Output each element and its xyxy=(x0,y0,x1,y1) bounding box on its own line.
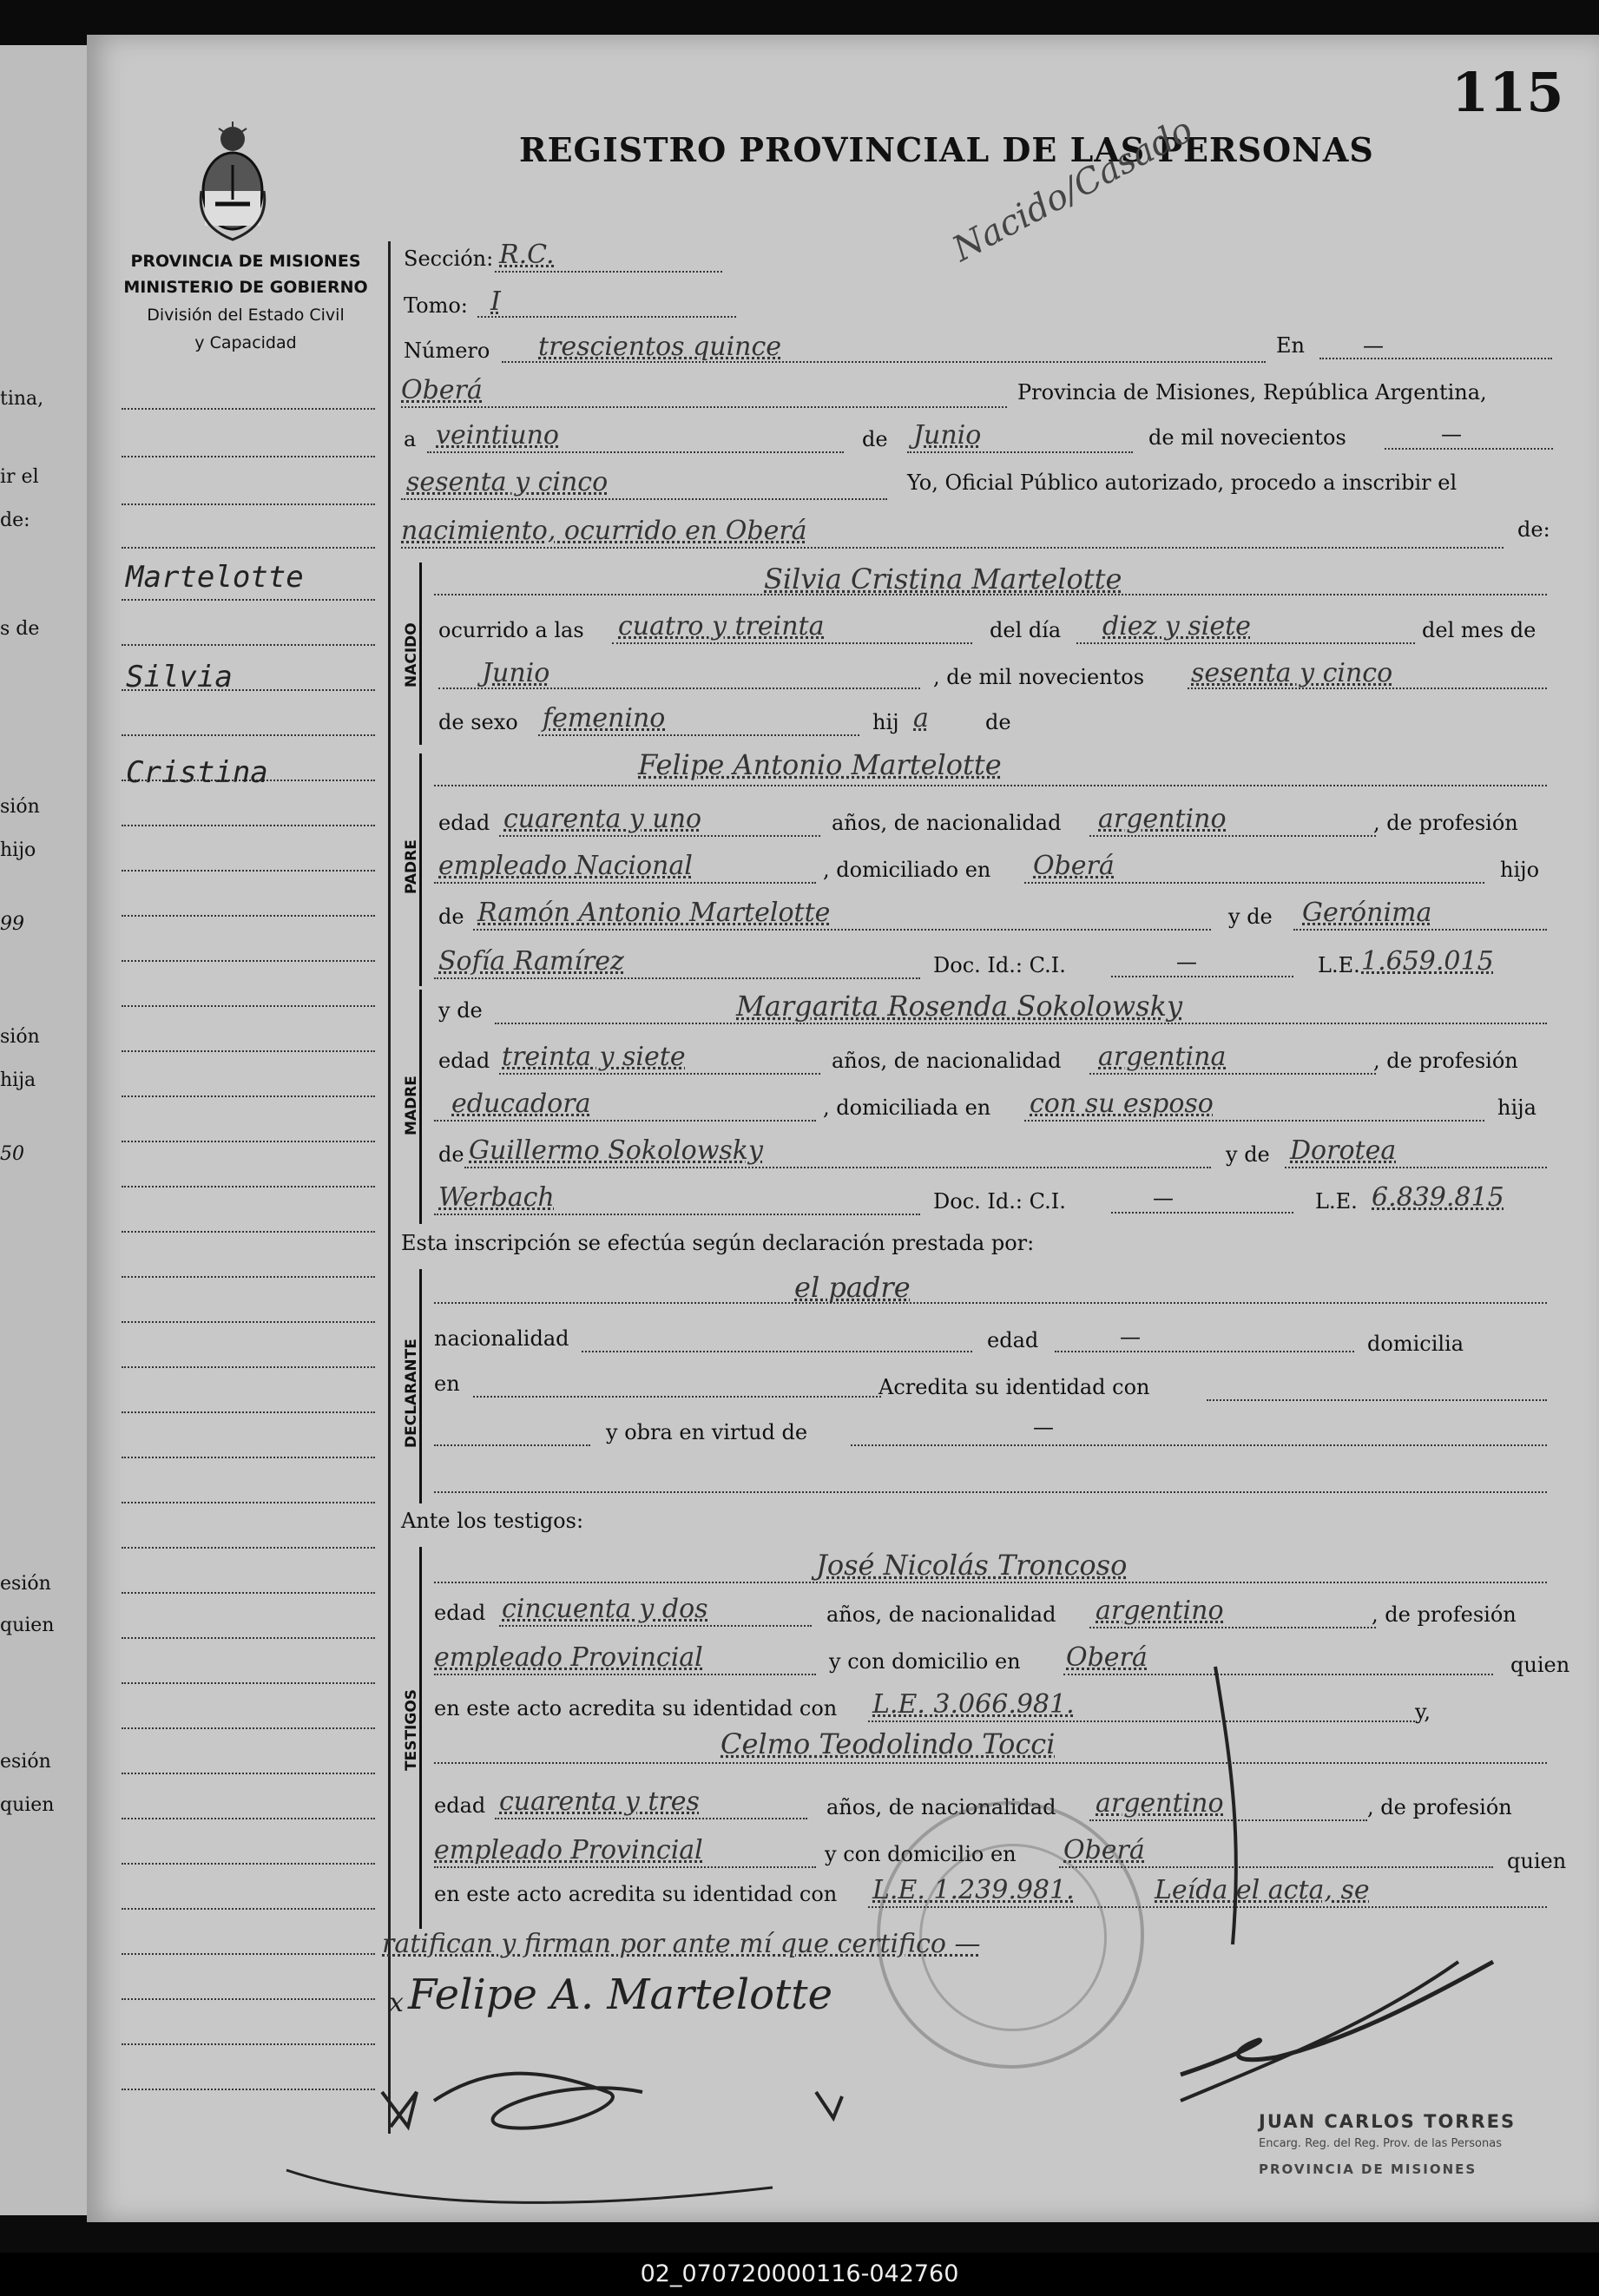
margin-surname: Martelotte xyxy=(126,560,304,595)
left-page-text: esión xyxy=(0,1573,51,1595)
dotted-line xyxy=(1293,929,1547,931)
margin-ruled-line xyxy=(122,644,375,646)
padre-madre-apellido: Sofía Ramírez xyxy=(438,946,624,977)
padre-profesion: empleado Nacional xyxy=(438,851,693,881)
padre-madre: Gerónima xyxy=(1302,898,1432,928)
nacido-box xyxy=(419,562,427,745)
dotted-line xyxy=(502,361,1266,363)
cierre-2: ratifican y firman por ante mí que certifico — xyxy=(382,1929,981,1959)
margin-ruled-line xyxy=(122,1231,375,1233)
margin-ruled-line xyxy=(122,1547,375,1549)
margin-ruled-line xyxy=(122,1005,375,1007)
anios-nacionalidad-label: años, de nacionalidad xyxy=(832,811,1062,835)
ocurrido-label: ocurrido a las xyxy=(438,618,584,642)
margin-ruled-line xyxy=(122,1637,375,1639)
declarante-nombre: el padre xyxy=(794,1271,911,1304)
margin-ruled-line xyxy=(122,1908,375,1910)
nacionalidad-label: nacionalidad xyxy=(434,1326,569,1351)
dotted-line xyxy=(438,687,920,689)
madre-edad: treinta y siete xyxy=(502,1042,686,1072)
madre-nombre: Margarita Rosenda Sokolowsky xyxy=(736,990,1183,1023)
quien-label: quien xyxy=(1507,1849,1567,1873)
padre-edad: cuarenta y uno xyxy=(503,804,702,834)
dotted-line xyxy=(1111,1212,1293,1214)
testigo2-domicilio: Oberá xyxy=(1063,1835,1145,1865)
dotted-line xyxy=(495,1818,807,1819)
testigo1-doc: L.E. 3.066.981. xyxy=(872,1689,1075,1720)
anios-nacionalidad-label: años, de nacionalidad xyxy=(826,1602,1056,1627)
dotted-line xyxy=(851,1444,1547,1446)
acredita-label: Acredita su identidad con xyxy=(878,1375,1150,1399)
margin-first-name: Silvia xyxy=(126,660,233,694)
signature-padre: Felipe A. Martelotte xyxy=(408,1970,832,2019)
margin-ruled-line xyxy=(122,1592,375,1594)
madre-padre: Guillermo Sokolowsky xyxy=(469,1135,763,1166)
padre-ci: — xyxy=(1176,950,1197,974)
nacido-dia: diez y siete xyxy=(1102,611,1251,641)
profesion-label: , de profesión xyxy=(1367,1795,1512,1819)
testigo1-nacionalidad: argentino xyxy=(1096,1595,1224,1626)
domiciliado-label: , domiciliado en xyxy=(823,858,991,882)
left-page-text: quien xyxy=(0,1794,55,1816)
dotted-line xyxy=(434,1302,1547,1304)
dotted-line xyxy=(612,642,972,644)
testigo1-nombre: José Nicolás Troncoso xyxy=(816,1549,1128,1582)
margin-ruled-line xyxy=(122,1321,375,1323)
margin-ruled-line xyxy=(122,1141,375,1142)
left-page-text: s de xyxy=(0,618,40,640)
testigo2-nacionalidad: argentino xyxy=(1096,1788,1224,1819)
dotted-line xyxy=(401,498,887,500)
profesion-label: , de profesión xyxy=(1372,1602,1517,1627)
margin-ruled-line xyxy=(122,734,375,736)
dotted-line xyxy=(1024,882,1484,884)
dotted-line xyxy=(434,1214,920,1215)
dotted-line xyxy=(477,316,736,318)
tomo-label: Tomo: xyxy=(404,293,468,318)
margin-ruled-line xyxy=(122,1502,375,1503)
dotted-line xyxy=(434,1120,816,1122)
margin-ruled-line xyxy=(122,1773,375,1774)
margin-ruled-line xyxy=(122,1953,375,1955)
seccion-value: R.C. xyxy=(499,240,555,270)
margin-ruled-line xyxy=(122,1998,375,2000)
de-colon-label: de: xyxy=(1517,517,1550,542)
dotted-line xyxy=(538,734,859,736)
hijo-label: hijo xyxy=(1500,858,1540,882)
testigo2-doc: L.E. 1.239.981. xyxy=(872,1875,1075,1905)
provincia-text: Provincia de Misiones, República Argentina, xyxy=(1017,380,1487,405)
left-page-text: 50 xyxy=(0,1143,24,1165)
margin-second-name: Cristina xyxy=(126,755,268,790)
del-mes-label: del mes de xyxy=(1422,618,1536,642)
madre-madre-apellido: Werbach xyxy=(438,1182,555,1213)
le-label: L.E. xyxy=(1318,953,1360,977)
official-signature-icon xyxy=(1146,1649,1510,2135)
official-title: Encarg. Reg. del Reg. Prov. de las Personas xyxy=(1259,2137,1502,2150)
domicilio-label: y con domicilio en xyxy=(829,1649,1021,1674)
profesion-label: , de profesión xyxy=(1373,811,1518,835)
dotted-line xyxy=(1188,687,1547,689)
dotted-line xyxy=(434,1491,1547,1493)
registry-seal xyxy=(877,1801,1144,2069)
madre-box xyxy=(419,990,427,1224)
witness-signatures-icon xyxy=(278,2040,903,2214)
margin-ruled-line xyxy=(122,915,375,917)
nacido-box-label: NACIDO xyxy=(403,622,420,687)
dotted-line xyxy=(434,1444,590,1446)
testigo1-edad: cincuenta y dos xyxy=(502,1594,708,1624)
left-page-text: ir el xyxy=(0,466,39,488)
header-province: PROVINCIA DE MISIONES xyxy=(130,252,361,271)
dotted-line xyxy=(499,1625,812,1627)
header-ministry: MINISTERIO DE GOBIERNO xyxy=(123,278,368,297)
nacido-anio: sesenta y cinco xyxy=(1191,658,1393,688)
padre-le: 1.659.015 xyxy=(1361,946,1494,977)
y-de-label: y de xyxy=(1226,1142,1270,1167)
dotted-line xyxy=(1055,1351,1354,1352)
dotted-line xyxy=(582,1351,972,1352)
dotted-line xyxy=(1111,976,1293,977)
madre-domicilio: con su esposo xyxy=(1030,1089,1214,1119)
margin-ruled-line xyxy=(122,1682,375,1684)
dotted-line xyxy=(434,594,1547,595)
declarante-box xyxy=(419,1269,427,1503)
de-label: de xyxy=(438,905,464,929)
dotted-line xyxy=(1319,358,1552,359)
edad-label: edad xyxy=(434,1601,486,1625)
numero-label: Número xyxy=(404,339,490,363)
testigos-box xyxy=(419,1547,427,1929)
left-page-text: quien xyxy=(0,1615,55,1636)
nacido-hora: cuatro y treinta xyxy=(618,611,825,641)
padre-nacionalidad: argentino xyxy=(1098,804,1227,834)
doc-label: Doc. Id.: C.I. xyxy=(933,1189,1066,1214)
en-label: en xyxy=(434,1372,460,1396)
left-page-text: de: xyxy=(0,510,30,531)
madre-le: 6.839.815 xyxy=(1372,1182,1504,1213)
mes-value: Junio xyxy=(913,420,982,451)
y-de-label: y de xyxy=(438,998,483,1023)
coat-of-arms-icon xyxy=(198,122,267,243)
nacido-mes: Junio xyxy=(482,658,550,688)
madre-ci: — xyxy=(1153,1186,1174,1210)
dotted-line xyxy=(1024,1120,1484,1122)
padre-nombre: Felipe Antonio Martelotte xyxy=(638,748,1002,781)
testigo1-profesion: empleado Provincial xyxy=(434,1642,703,1673)
cierre-1: Leída el acta, se xyxy=(1155,1875,1370,1905)
dotted-line xyxy=(434,1866,816,1868)
header-division: División del Estado Civil xyxy=(147,306,345,325)
dotted-line xyxy=(434,785,1547,786)
padre-box-label: PADRE xyxy=(403,839,420,894)
domicilio-label: y con domicilio en xyxy=(825,1842,1017,1866)
dotted-line xyxy=(401,406,1007,408)
hecho-value: nacimiento, ocurrido en Oberá xyxy=(401,516,807,546)
padre-domicilio: Oberá xyxy=(1033,851,1115,881)
margin-divider xyxy=(388,241,391,2134)
left-page-text: tina, xyxy=(0,388,44,410)
domicilia-label: domicilia xyxy=(1367,1332,1464,1356)
testigo2-nombre: Celmo Teodolindo Tocci xyxy=(721,1727,1056,1760)
hija-label: hija xyxy=(1497,1095,1536,1120)
dotted-line xyxy=(464,1167,1211,1168)
margin-ruled-line xyxy=(122,599,375,601)
le-label: L.E. xyxy=(1315,1189,1358,1214)
margin-ruled-line xyxy=(122,503,375,505)
left-page-text: hijo xyxy=(0,839,36,861)
dotted-line xyxy=(1285,1167,1547,1168)
dotted-line xyxy=(1076,642,1415,644)
acredita-label: en este acto acredita su identidad con xyxy=(434,1882,838,1906)
edad-label: edad xyxy=(434,1793,486,1818)
y-label: y, xyxy=(1415,1700,1431,1724)
profesion-label: , de profesión xyxy=(1373,1049,1518,1073)
hij-label: hij xyxy=(872,710,899,734)
dotted-line xyxy=(434,977,920,979)
handwritten-annotation: Nacido/Casado xyxy=(946,109,1200,270)
edad-label: edad xyxy=(438,1049,490,1073)
margin-ruled-line xyxy=(122,1186,375,1187)
testigos-box-label: TESTIGOS xyxy=(403,1688,420,1771)
dotted-line xyxy=(499,835,820,837)
margin-ruled-line xyxy=(122,1411,375,1413)
dotted-line xyxy=(434,1582,1547,1583)
anio-label: de mil novecientos xyxy=(1148,425,1346,450)
left-page-text: hija xyxy=(0,1069,36,1091)
mil-novecientos-label: , de mil novecientos xyxy=(933,665,1145,689)
dotted-line xyxy=(1089,1073,1376,1075)
madre-box-label: MADRE xyxy=(403,1076,420,1135)
obra-label: y obra en virtud de xyxy=(606,1420,808,1444)
margin-ruled-line xyxy=(122,456,375,457)
page-number: 115 xyxy=(1451,61,1564,124)
acredita-label: en este acto acredita su identidad con xyxy=(434,1696,838,1720)
dotted-line xyxy=(907,451,1133,453)
dotted-line xyxy=(495,271,722,273)
dotted-line xyxy=(499,1073,820,1075)
left-page-text: esión xyxy=(0,1751,51,1773)
de-label: de xyxy=(438,1142,464,1167)
dotted-line xyxy=(434,882,816,884)
a-label: a xyxy=(404,427,417,451)
anio-dash: — xyxy=(1441,422,1462,446)
margin-ruled-line xyxy=(122,960,375,962)
margin-ruled-line xyxy=(122,1050,375,1052)
edad-label: edad xyxy=(438,811,490,835)
page-title: REGISTRO PROVINCIAL DE LAS PERSONAS xyxy=(519,130,1374,169)
margin-ruled-line xyxy=(122,1276,375,1278)
en-label: En xyxy=(1276,333,1305,358)
doc-label: Doc. Id.: C.I. xyxy=(933,953,1066,977)
margin-ruled-line xyxy=(122,1366,375,1368)
numero-value: trescientos quince xyxy=(538,332,782,362)
padre-box xyxy=(419,753,427,986)
madre-madre: Dorotea xyxy=(1290,1135,1397,1166)
dotted-line xyxy=(1207,1399,1547,1401)
margin-ruled-line xyxy=(122,1727,375,1729)
oficial-text: Yo, Oficial Público autorizado, procedo a inscribir el xyxy=(907,470,1458,495)
anios-nacionalidad-label: años, de nacionalidad xyxy=(826,1795,1056,1819)
left-page-text: sión xyxy=(0,796,40,818)
nacido-sexo: femenino xyxy=(543,703,666,734)
official-province: PROVINCIA DE MISIONES xyxy=(1259,2161,1477,2177)
anio-value: sesenta y cinco xyxy=(406,467,609,497)
domiciliada-label: , domiciliada en xyxy=(823,1095,991,1120)
y-de-label: y de xyxy=(1228,905,1273,929)
de-label: de xyxy=(862,427,888,451)
margin-ruled-line xyxy=(122,825,375,826)
padre-padre: Ramón Antonio Martelotte xyxy=(477,898,831,928)
dotted-line xyxy=(1385,448,1553,450)
margin-ruled-line xyxy=(122,870,375,872)
declarante-obra: — xyxy=(1033,1415,1054,1439)
en-value: — xyxy=(1363,333,1384,358)
dotted-line xyxy=(401,547,1504,549)
de-label: de xyxy=(985,710,1011,734)
dia-value: veintiuno xyxy=(436,420,559,451)
tomo-value: I xyxy=(490,286,501,317)
margin-ruled-line xyxy=(122,1457,375,1458)
footer-code: 02_070720000116-042760 xyxy=(640,2260,959,2287)
official-name: JUAN CARLOS TORRES xyxy=(1259,2111,1517,2132)
dotted-line xyxy=(1089,835,1376,837)
declarante-edad: — xyxy=(1120,1325,1141,1349)
left-page-text: sión xyxy=(0,1026,40,1048)
testigos-label: Ante los testigos: xyxy=(401,1509,584,1533)
margin-ruled-line xyxy=(122,408,375,410)
anios-nacionalidad-label: años, de nacionalidad xyxy=(832,1049,1062,1073)
margin-ruled-line xyxy=(122,1095,375,1097)
dotted-line xyxy=(427,451,844,453)
edad-label: edad xyxy=(987,1328,1039,1352)
quien-label: quien xyxy=(1510,1653,1570,1677)
margin-ruled-line xyxy=(122,1818,375,1819)
dotted-line xyxy=(1089,1627,1376,1628)
madre-nacionalidad: argentina xyxy=(1098,1042,1227,1072)
dotted-line xyxy=(495,1023,1547,1024)
testigo2-profesion: empleado Provincial xyxy=(434,1835,703,1865)
margin-ruled-line xyxy=(122,1863,375,1865)
declaracion-label: Esta inscripción se efectúa según declaración prestada por: xyxy=(401,1231,1035,1255)
dotted-line xyxy=(473,929,1211,931)
x-mark: x xyxy=(389,1988,404,2018)
nacido-nombre: Silvia Cristina Martelotte xyxy=(764,562,1122,595)
testigo1-domicilio: Oberá xyxy=(1066,1642,1148,1673)
lugar-value: Oberá xyxy=(401,375,483,405)
header-capacity: y Capacidad xyxy=(194,333,297,352)
sexo-label: de sexo xyxy=(438,710,518,734)
madre-profesion: educadora xyxy=(451,1089,591,1119)
testigo2-edad: cuarenta y tres xyxy=(499,1786,700,1817)
hij-suffix: a xyxy=(913,703,929,734)
declarante-box-label: DECLARANTE xyxy=(403,1339,420,1448)
seccion-label: Sección: xyxy=(404,247,494,271)
left-page-text: 99 xyxy=(0,913,24,935)
dotted-line xyxy=(434,1674,816,1675)
margin-ruled-line xyxy=(122,547,375,549)
dotted-line xyxy=(473,1396,881,1398)
del-dia-label: del día xyxy=(990,618,1062,642)
left-page-edge xyxy=(0,45,89,2215)
